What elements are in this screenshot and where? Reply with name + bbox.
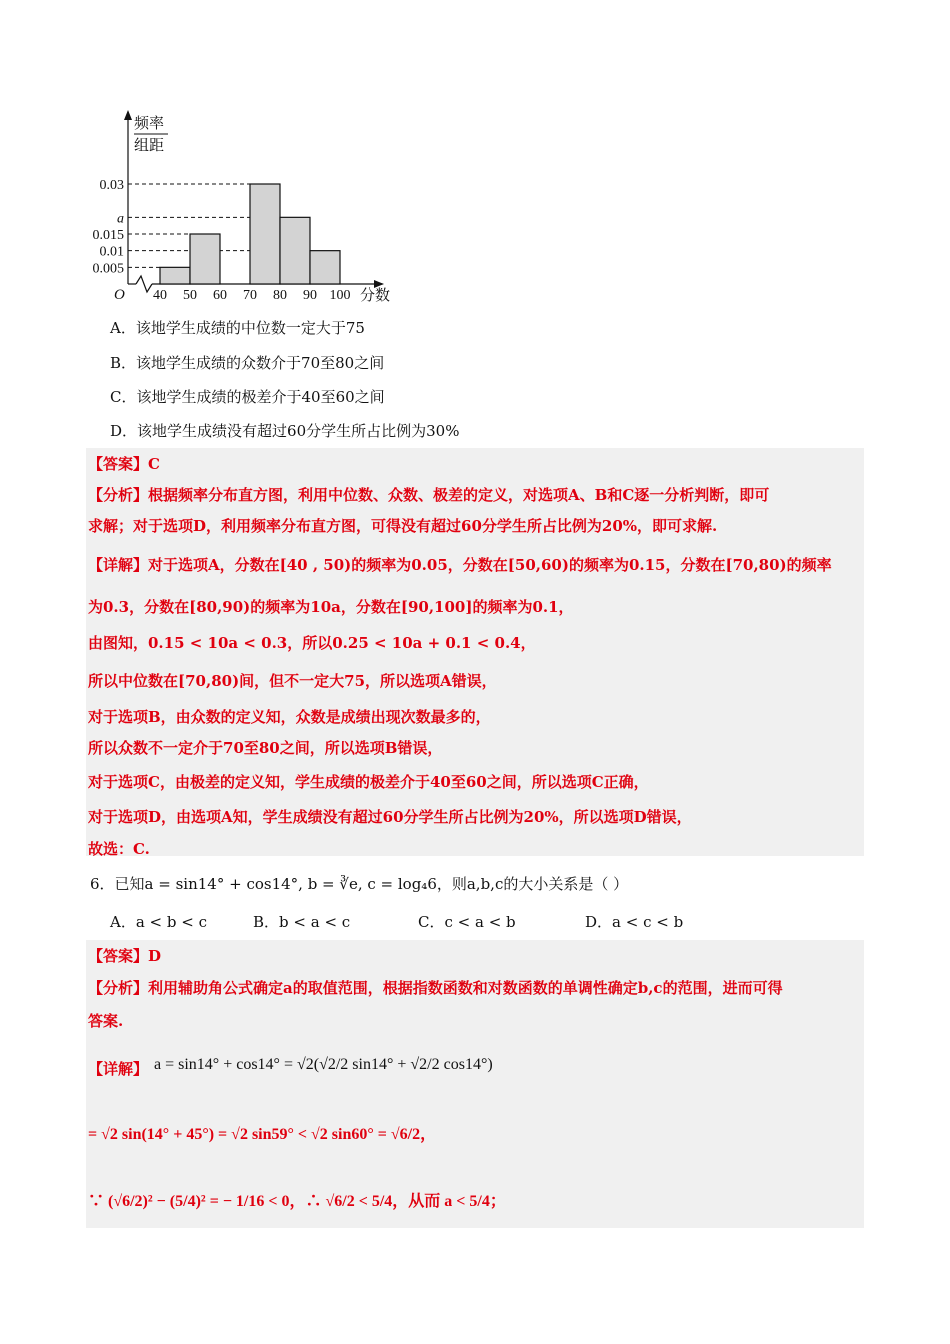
origin-label: O: [114, 287, 125, 303]
answer5-detail-line4: 所以中位数在[70,80)间，但不一定大75，所以选项A错误，: [88, 672, 497, 690]
answer5-detail-line9: 故选：C.: [88, 840, 150, 858]
histogram-bar: [190, 234, 220, 284]
x-tick-label: 70: [243, 288, 257, 303]
answer6-analysis-line1: 【分析】利用辅助角公式确定a的取值范围，根据指数函数和对数函数的单调性确定b,c的范围，进而可得: [88, 979, 783, 997]
y-axis-label-top: 频率: [134, 114, 165, 132]
histogram-bar: [250, 184, 280, 284]
answer5-detail-line8: 对于选项D，由选项A知，学生成绩没有超过60分学生所占比例为20%，所以选项D错误，: [88, 808, 692, 826]
answer6-detail-line2: = √2 sin(14° + 45°) = √2 sin59° < √2 sin60° = √6/2，: [88, 1126, 437, 1143]
x-tick-label: 40: [153, 288, 167, 303]
answer6-label: 【答案】D: [88, 947, 162, 965]
y-axis-arrow: [124, 110, 132, 120]
q6-option-b[interactable]: B．b < a < c: [253, 913, 351, 931]
histogram-chart: [80, 108, 500, 308]
option-a[interactable]: A．该地学生成绩的中位数一定大于75: [110, 319, 365, 337]
option-d[interactable]: D．该地学生成绩没有超过60分学生所占比例为30%: [110, 422, 460, 440]
x-tick-label: 80: [273, 288, 287, 303]
x-tick-label: 50: [183, 288, 197, 303]
x-axis-break: [136, 276, 152, 292]
x-tick-label: 100: [329, 288, 351, 303]
histogram-bar: [160, 267, 190, 284]
x-axis-label: 分数: [360, 286, 391, 304]
y-axis-label-bottom: 组距: [134, 136, 165, 154]
answer6-detail-line1: a = sin14° + cos14° = √2(√2/2 sin14° + √2/2 cos14°): [154, 1056, 493, 1073]
answer5-detail-line1: 【详解】对于选项A，分数在[40 , 50)的频率为0.05，分数在[50,60)的频率为0.15，分数在[70,80)的频率: [88, 556, 832, 574]
answer6-detail-label: 【详解】: [88, 1060, 149, 1078]
question6-stem: 6．已知a = sin14° + cos14°, b = ∛e, c = log₄6，则a,b,c的大小关系是（ ）: [90, 875, 629, 893]
answer6-detail-line3: ∵ (√6/2)² − (5/4)² = − 1/16 < 0，∴ √6/2 < 5/4，从而 a < 5/4；: [88, 1193, 506, 1210]
q6-option-d[interactable]: D．a < c < b: [585, 913, 684, 931]
option-b[interactable]: B．该地学生成绩的众数介于70至80之间: [110, 354, 385, 372]
x-tick-label: 90: [303, 288, 317, 303]
q6-option-c[interactable]: C．c < a < b: [418, 913, 516, 931]
answer6-analysis-line2: 答案.: [88, 1012, 124, 1030]
q6-option-a[interactable]: A．a < b < c: [110, 913, 207, 931]
y-tick-label: 0.015: [92, 228, 124, 243]
answer5-detail-line7: 对于选项C，由极差的定义知，学生成绩的极差介于40至60之间，所以选项C正确，: [88, 773, 649, 791]
answer5-label: 【答案】C: [88, 455, 160, 473]
y-tick-label: 0.03: [99, 178, 124, 193]
y-tick-label: a: [117, 211, 124, 227]
answer5-detail-line6: 所以众数不一定介于70至80之间，所以选项B错误，: [88, 739, 443, 757]
histogram-bar: [310, 251, 340, 284]
y-tick-label: 0.01: [99, 244, 124, 260]
answer5-detail-line2: 为0.3，分数在[80,90)的频率为10a，分数在[90,100]的频率为0.1，: [88, 598, 574, 616]
answer5-analysis-line1: 【分析】根据频率分布直方图，利用中位数、众数、极差的定义，对选项A、B和C逐一分析判断，即可: [88, 486, 770, 504]
answer5-detail-line5: 对于选项B，由众数的定义知，众数是成绩出现次数最多的，: [88, 708, 491, 726]
x-tick-label: 60: [213, 288, 227, 303]
answer5-detail-line3: 由图知，0.15 < 10a < 0.3，所以0.25 < 10a + 0.1 < 0.4，: [88, 634, 536, 652]
histogram-bar: [280, 217, 310, 284]
y-tick-label: 0.005: [92, 261, 124, 277]
option-c[interactable]: C．该地学生成绩的极差介于40至60之间: [110, 388, 385, 406]
answer5-analysis-line2: 求解；对于选项D，利用频率分布直方图，可得没有超过60分学生所占比例为20%，即可求解.: [88, 517, 718, 535]
